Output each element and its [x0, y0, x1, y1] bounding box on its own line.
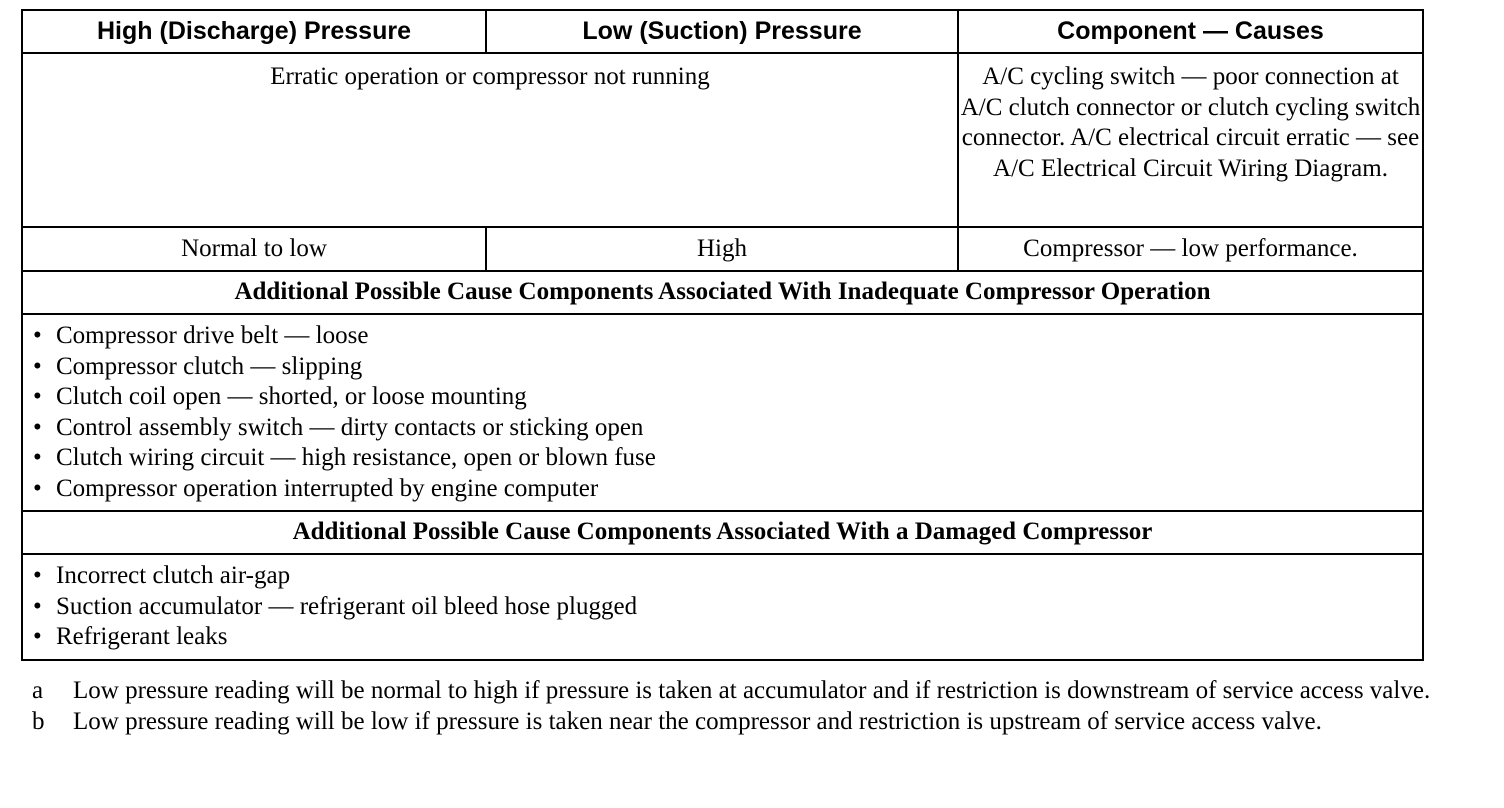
section2-list — [33, 561, 1422, 653]
list-item: • Compressor operation interrupted by engine computer — [33, 474, 1422, 505]
list-item: • Compressor clutch — slipping — [33, 352, 1422, 383]
row2-causes: Compressor — low performance. — [958, 227, 1423, 271]
list-item: • Clutch coil open — shorted, or loose mounting — [33, 382, 1422, 413]
footnote-label: b — [32, 707, 45, 735]
row1-causes: A/C cycling switch — poor connection at A/C clutch connector or clutch cycling switch connector. A/C electrical circuit erratic — see A/C Electrical Circuit Wiring Diagram. — [958, 53, 1423, 227]
footnote-b — [32, 707, 1432, 738]
header-component-causes: Component — Causes — [958, 10, 1423, 53]
section1-title: Additional Possible Cause Components Associated With Inadequate Compressor Operation — [22, 271, 1423, 314]
footnote-a — [32, 676, 1432, 707]
list-item: • Incorrect clutch air-gap — [33, 561, 1422, 592]
section-heading-row — [22, 511, 1423, 554]
diagnosis-table — [21, 9, 1424, 661]
header-high-pressure: High (Discharge) Pressure — [22, 10, 486, 53]
list-item: • Refrigerant leaks — [33, 622, 1422, 653]
list-item: • Compressor drive belt — loose — [33, 321, 1422, 352]
footnote-text: Low pressure reading will be low if pressure is taken near the compressor and restriction is upstream of service access valve. — [73, 707, 1322, 735]
header-low-pressure: Low (Suction) Pressure — [486, 10, 958, 53]
section1-list-row — [22, 314, 1423, 511]
table-row — [22, 227, 1423, 271]
footnotes — [32, 676, 1432, 737]
list-item: • Control assembly switch — dirty contacts or sticking open — [33, 413, 1422, 444]
section2-list-row — [22, 554, 1423, 660]
section2-title: Additional Possible Cause Components Associated With a Damaged Compressor — [22, 511, 1423, 554]
row2-low-pressure: High — [486, 227, 958, 271]
footnote-text: Low pressure reading will be normal to high if pressure is taken at accumulator and if restriction is downstream of service access valve. — [73, 677, 1431, 704]
row2-high-pressure: Normal to low — [22, 227, 486, 271]
table-row — [22, 53, 1423, 227]
section-heading-row — [22, 271, 1423, 314]
list-item: • Clutch wiring circuit — high resistance, open or blown fuse — [33, 443, 1422, 474]
table-header-row — [22, 10, 1423, 53]
row1-pressure-condition: Erratic operation or compressor not running — [22, 53, 958, 227]
section1-list — [33, 321, 1422, 504]
list-item: • Suction accumulator — refrigerant oil bleed hose plugged — [33, 592, 1422, 623]
footnote-label: a — [32, 677, 44, 704]
